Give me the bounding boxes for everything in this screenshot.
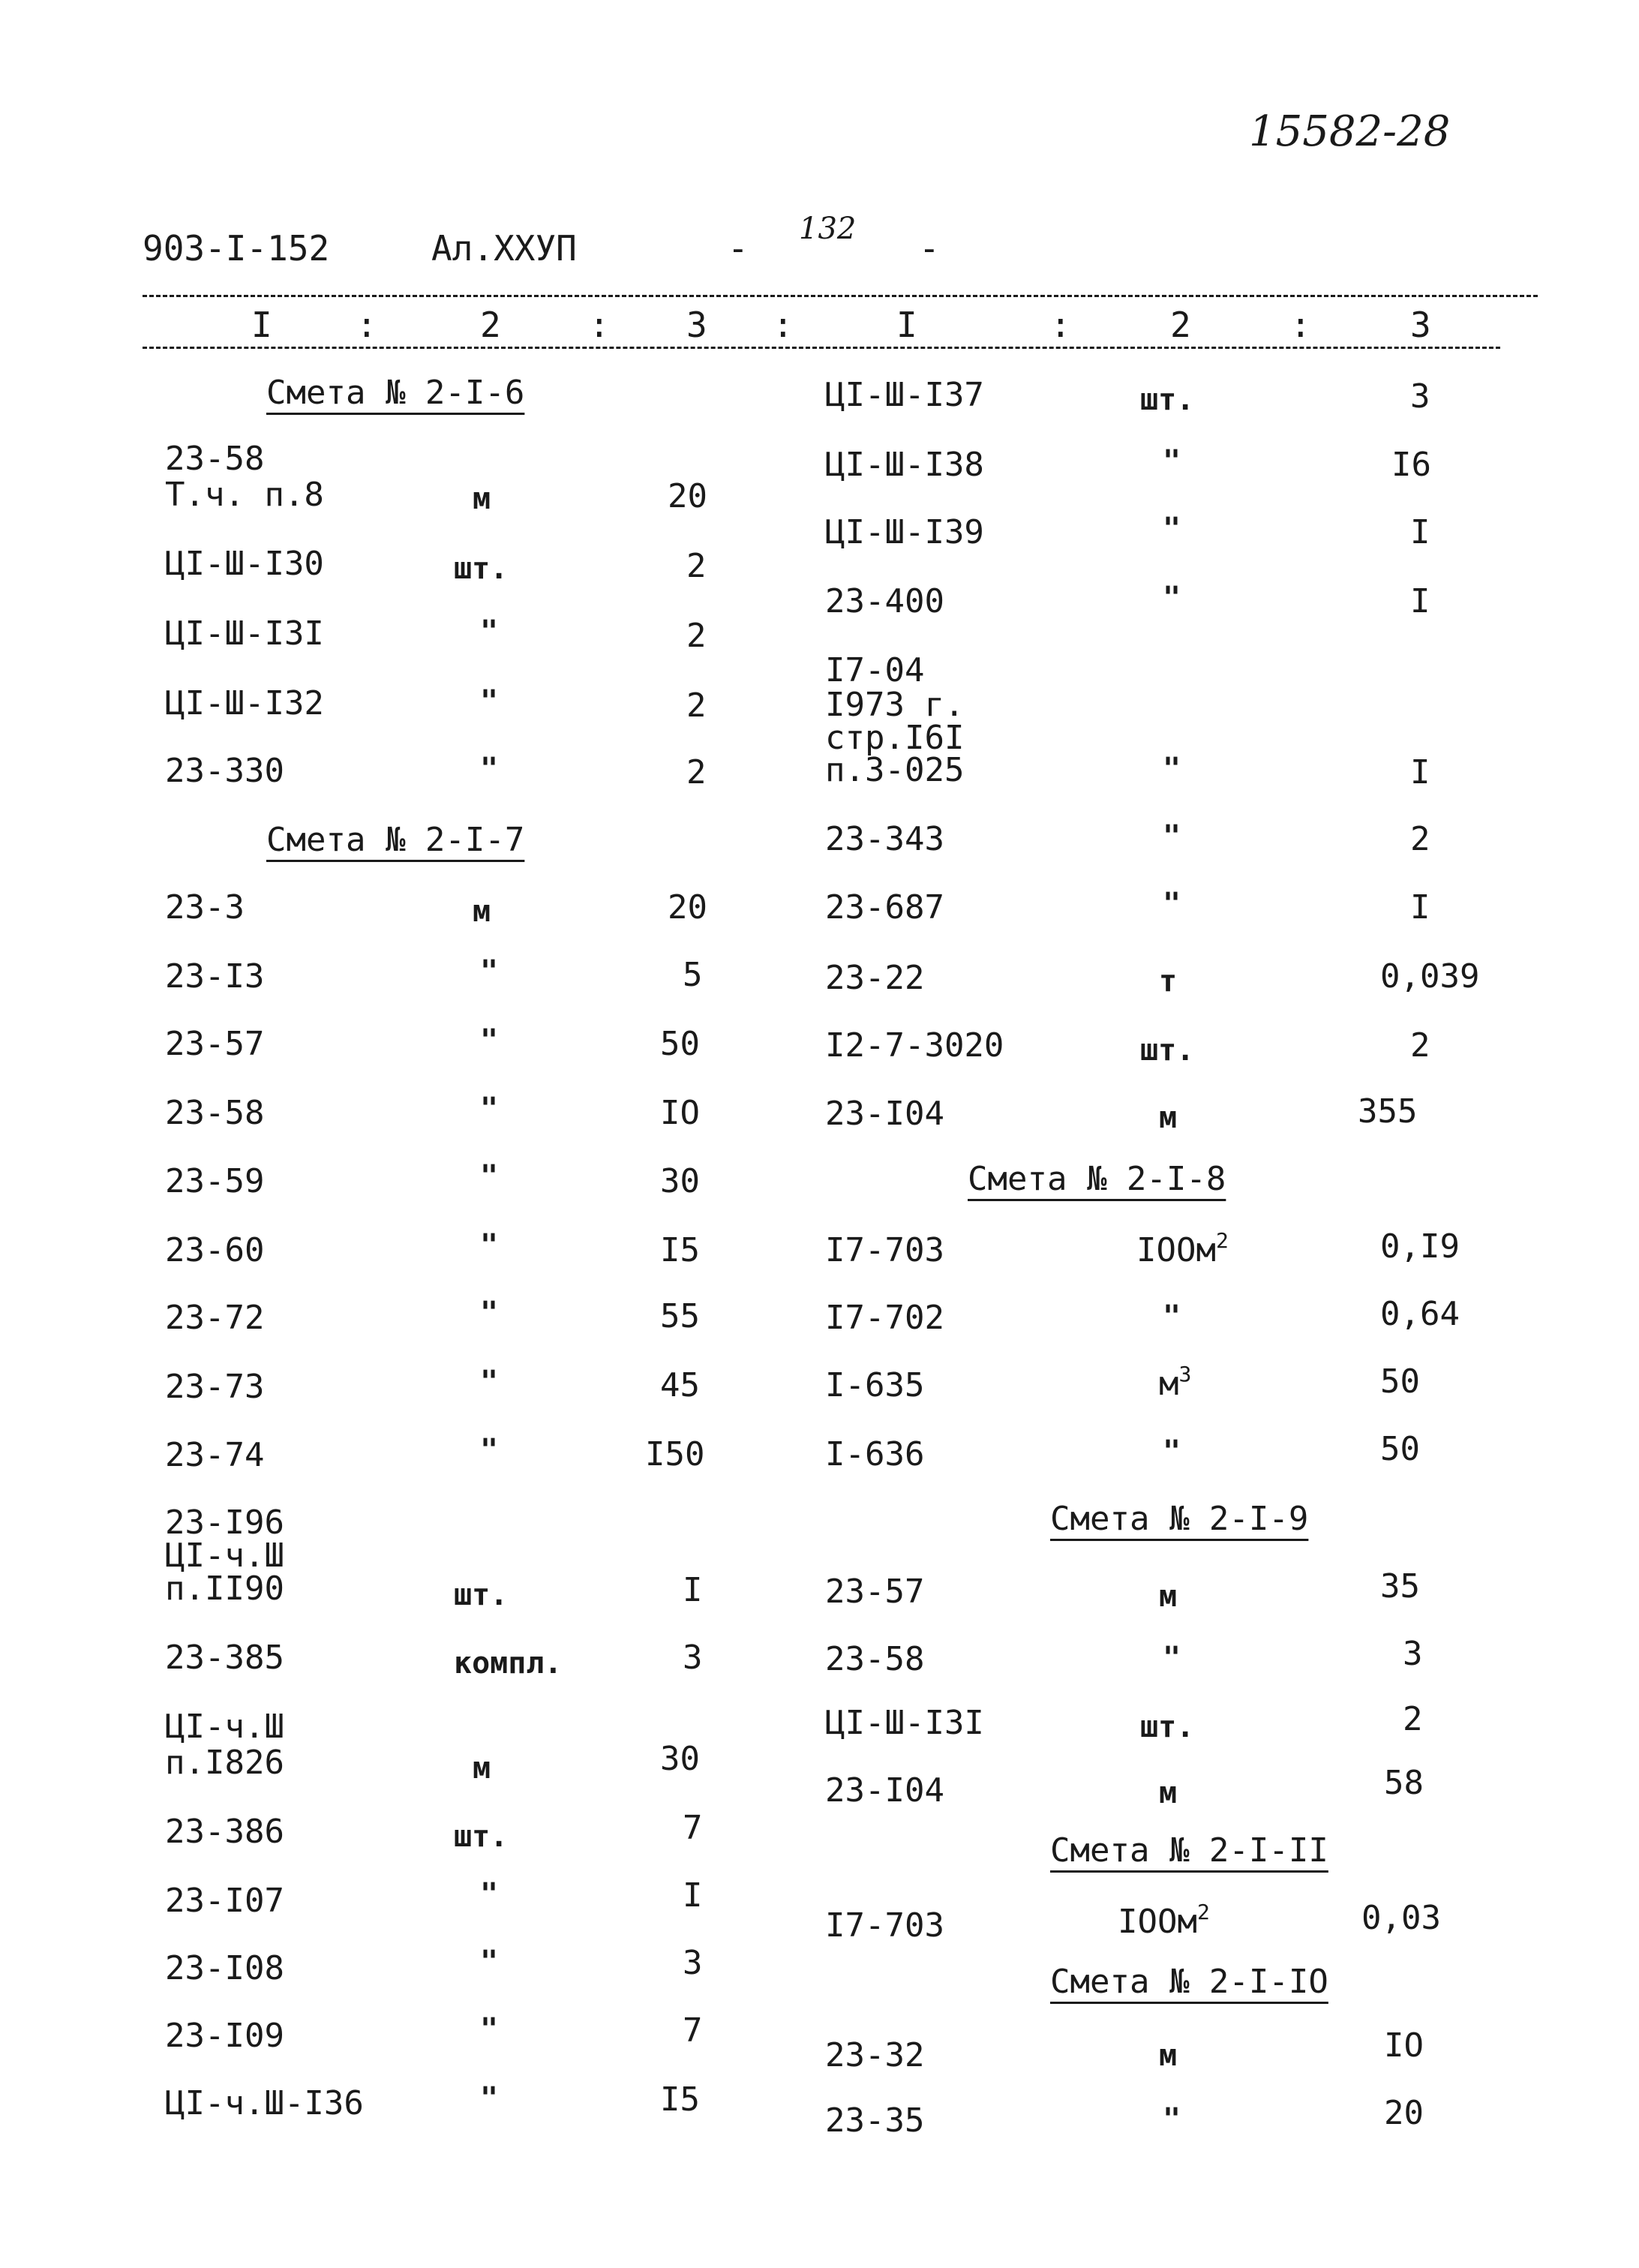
item-unit: " xyxy=(480,752,499,786)
item-qty: I50 xyxy=(645,1435,705,1473)
item-code: 23-386 xyxy=(165,1813,284,1851)
item-code: ЦI-Ш-I37 xyxy=(825,376,984,414)
unit-superscript: 2 xyxy=(1196,1900,1210,1924)
item-unit: м xyxy=(473,894,491,929)
col-header-3: 3 xyxy=(1410,305,1431,345)
header-dash-left: - xyxy=(728,228,749,269)
col-header-1: I xyxy=(896,305,917,345)
item-code: 23-I3 xyxy=(165,957,265,996)
item-unit: " xyxy=(1163,2102,1181,2137)
item-unit: " xyxy=(1163,887,1181,921)
item-code: 23-35 xyxy=(825,2101,925,2140)
item-unit: шт. xyxy=(454,551,509,586)
item-code: 23-330 xyxy=(165,752,284,790)
item-unit: " xyxy=(480,2081,499,2116)
item-qty: 2 xyxy=(1410,1026,1430,1065)
item-unit: " xyxy=(1163,1299,1181,1334)
item-code: стр.I6I xyxy=(825,719,965,757)
item-qty: IO xyxy=(660,1094,700,1132)
item-qty: I xyxy=(1410,753,1430,792)
item-qty: 0,03 xyxy=(1361,1899,1441,1937)
item-qty: 2 xyxy=(1403,1700,1423,1738)
item-code: 23-3 xyxy=(165,888,245,927)
item-code: I7-703 xyxy=(825,1906,944,1945)
item-unit: м xyxy=(1159,1776,1178,1810)
project-code: 903-I-152 xyxy=(143,228,330,269)
section-title: Смета № 2-I-IO xyxy=(1050,1963,1328,2001)
item-code: 23-72 xyxy=(165,1299,265,1337)
col-header-2: 2 xyxy=(480,305,501,345)
col-separator: : xyxy=(773,305,794,345)
document-number: 15582-28 xyxy=(1249,107,1451,156)
unit-text: IOOм xyxy=(1118,1903,1197,1941)
item-code: 23-73 xyxy=(165,1368,265,1406)
album-number: Ал.XXУП xyxy=(431,228,577,269)
item-code: 23-343 xyxy=(825,820,944,858)
item-unit: шт. xyxy=(454,1819,509,1854)
item-unit: м xyxy=(1159,1101,1178,1135)
item-qty: I xyxy=(1410,513,1430,551)
item-code: 23-I96 xyxy=(165,1503,284,1542)
section-title: Смета № 2-I-II xyxy=(1050,1831,1328,1870)
item-code: 23-I07 xyxy=(165,1882,284,1920)
item-unit: " xyxy=(480,1023,499,1058)
item-code: ЦI-ч.Ш-I36 xyxy=(165,2084,364,2122)
item-code: п.II90 xyxy=(165,1570,284,1608)
item-code: ЦI-Ш-I3I xyxy=(825,1704,984,1742)
item-unit: " xyxy=(1163,1641,1181,1675)
item-code: 23-I08 xyxy=(165,1949,284,1987)
col-separator: : xyxy=(589,305,610,345)
item-qty: I xyxy=(683,1876,703,1915)
item-code: 23-22 xyxy=(825,959,925,997)
item-qty: 50 xyxy=(1380,1362,1420,1401)
item-qty: 7 xyxy=(683,2011,703,2050)
unit-text: м xyxy=(1159,1365,1179,1403)
item-qty: IO xyxy=(1384,2026,1424,2065)
item-code: ЦI-Ш-I30 xyxy=(165,545,324,583)
item-unit: " xyxy=(480,1877,499,1912)
item-unit: " xyxy=(1163,1434,1181,1469)
item-unit xyxy=(1136,1230,1229,1267)
item-unit: компл. xyxy=(454,1646,563,1681)
item-qty: 35 xyxy=(1380,1567,1420,1606)
item-qty: 3 xyxy=(1403,1635,1423,1673)
item-qty: I5 xyxy=(660,1231,700,1269)
item-code: ЦI-ч.Ш xyxy=(165,1708,284,1746)
item-unit: " xyxy=(480,1365,499,1399)
section-title: Смета № 2-I-8 xyxy=(968,1160,1226,1198)
item-code: I7-702 xyxy=(825,1299,944,1337)
item-code: I7-703 xyxy=(825,1231,944,1269)
item-code: I2-7-3020 xyxy=(825,1026,1004,1065)
col-separator: : xyxy=(356,305,377,345)
item-qty: 2 xyxy=(686,617,707,655)
item-qty: 58 xyxy=(1384,1764,1424,1802)
item-code: 23-I09 xyxy=(165,2017,284,2055)
col-header-1: I xyxy=(251,305,272,345)
item-code: п.I826 xyxy=(165,1744,284,1782)
item-qty: 355 xyxy=(1358,1092,1418,1131)
item-code: 23-58 xyxy=(825,1640,925,1678)
col-header-2: 2 xyxy=(1170,305,1191,345)
item-code: 23-74 xyxy=(165,1436,265,1474)
item-qty: 2 xyxy=(1410,820,1430,858)
item-unit: " xyxy=(480,684,499,719)
item-code: I-636 xyxy=(825,1435,925,1473)
item-qty: 7 xyxy=(683,1809,703,1847)
item-unit xyxy=(1159,1364,1191,1401)
page-number: 132 xyxy=(799,212,857,246)
item-code: 23-687 xyxy=(825,888,944,927)
section-title: Смета № 2-I-6 xyxy=(266,374,525,412)
item-unit: " xyxy=(1163,752,1181,786)
header-rule-bottom xyxy=(143,347,1500,349)
item-unit: м xyxy=(473,1751,491,1786)
item-qty: 20 xyxy=(1384,2094,1424,2132)
item-qty: 3 xyxy=(683,1944,703,1982)
item-code: п.3-025 xyxy=(825,751,965,789)
item-code: ЦI-Ш-I3I xyxy=(165,614,324,653)
item-qty: 2 xyxy=(686,753,707,792)
item-unit: " xyxy=(480,954,499,989)
item-unit: " xyxy=(1163,581,1181,615)
item-code: I973 г. xyxy=(825,686,965,724)
item-unit: " xyxy=(480,1092,499,1126)
item-unit: " xyxy=(1163,512,1181,546)
item-qty: I xyxy=(683,1571,703,1609)
unit-superscript: 3 xyxy=(1178,1362,1192,1386)
item-qty: 5 xyxy=(683,956,703,994)
item-unit: " xyxy=(480,614,499,649)
item-qty: 3 xyxy=(683,1639,703,1677)
item-code: I-635 xyxy=(825,1366,925,1404)
item-code: 23-57 xyxy=(825,1573,925,1611)
item-unit: шт. xyxy=(1140,1033,1195,1068)
item-unit: шт. xyxy=(1140,1710,1195,1744)
item-unit: м xyxy=(1159,2038,1178,2073)
item-qty: 0,I9 xyxy=(1380,1227,1460,1266)
item-code: ЦI-Ш-I38 xyxy=(825,446,984,484)
item-qty: 0,64 xyxy=(1380,1295,1460,1333)
item-unit: " xyxy=(480,1296,499,1330)
item-unit: " xyxy=(480,2012,499,2047)
item-code: 23-I04 xyxy=(825,1095,944,1133)
section-title: Смета № 2-I-9 xyxy=(1050,1500,1309,1538)
item-qty: 20 xyxy=(668,888,707,927)
item-unit: " xyxy=(480,1159,499,1194)
item-code: 23-385 xyxy=(165,1639,284,1677)
unit-text: IOOм xyxy=(1136,1231,1216,1269)
item-unit: " xyxy=(480,1945,499,1979)
item-unit: шт. xyxy=(454,1578,509,1612)
item-qty: 30 xyxy=(660,1740,700,1778)
item-code: ЦI-Ш-I32 xyxy=(165,684,324,722)
item-qty: 2 xyxy=(686,547,707,585)
item-unit: " xyxy=(480,1433,499,1467)
item-qty: I xyxy=(1410,888,1430,927)
item-code: Т.ч. п.8 xyxy=(165,476,324,514)
item-code: 23-32 xyxy=(825,2036,925,2074)
item-unit: шт. xyxy=(1140,383,1195,417)
item-unit: м xyxy=(473,482,491,516)
item-qty: 3 xyxy=(1410,377,1430,416)
item-qty: 45 xyxy=(660,1366,700,1404)
item-code: 23-400 xyxy=(825,582,944,620)
item-code: 23-58 xyxy=(165,1094,265,1132)
item-code: 23-60 xyxy=(165,1231,265,1269)
col-separator: : xyxy=(1050,305,1071,345)
item-qty: 2 xyxy=(686,686,707,725)
item-code: I7-04 xyxy=(825,651,925,689)
item-unit: " xyxy=(1163,819,1181,854)
item-code: 23-I04 xyxy=(825,1771,944,1810)
col-header-3: 3 xyxy=(686,305,707,345)
item-code: 23-58 xyxy=(165,440,265,478)
item-code: ЦI-Ш-I39 xyxy=(825,513,984,551)
item-code: ЦI-ч.Ш xyxy=(165,1537,284,1575)
item-code: 23-57 xyxy=(165,1025,265,1063)
header-rule-top xyxy=(143,295,1538,297)
item-qty: 20 xyxy=(668,477,707,515)
item-unit: " xyxy=(1163,444,1181,479)
header-dash-right: - xyxy=(919,228,940,269)
item-unit: т xyxy=(1159,964,1178,999)
item-qty: 50 xyxy=(1380,1430,1420,1468)
item-qty: 0,039 xyxy=(1380,957,1480,996)
unit-superscript: 2 xyxy=(1215,1228,1229,1253)
item-unit: " xyxy=(480,1228,499,1263)
item-qty: I5 xyxy=(660,2080,700,2119)
item-unit: м xyxy=(1159,1579,1178,1614)
item-code: 23-59 xyxy=(165,1162,265,1200)
section-title: Смета № 2-I-7 xyxy=(266,821,525,859)
item-qty: I xyxy=(1410,582,1430,620)
item-unit xyxy=(1118,1902,1210,1939)
item-qty: I6 xyxy=(1391,446,1431,484)
item-qty: 50 xyxy=(660,1025,700,1063)
col-separator: : xyxy=(1290,305,1311,345)
item-qty: 55 xyxy=(660,1297,700,1335)
item-qty: 30 xyxy=(660,1162,700,1200)
